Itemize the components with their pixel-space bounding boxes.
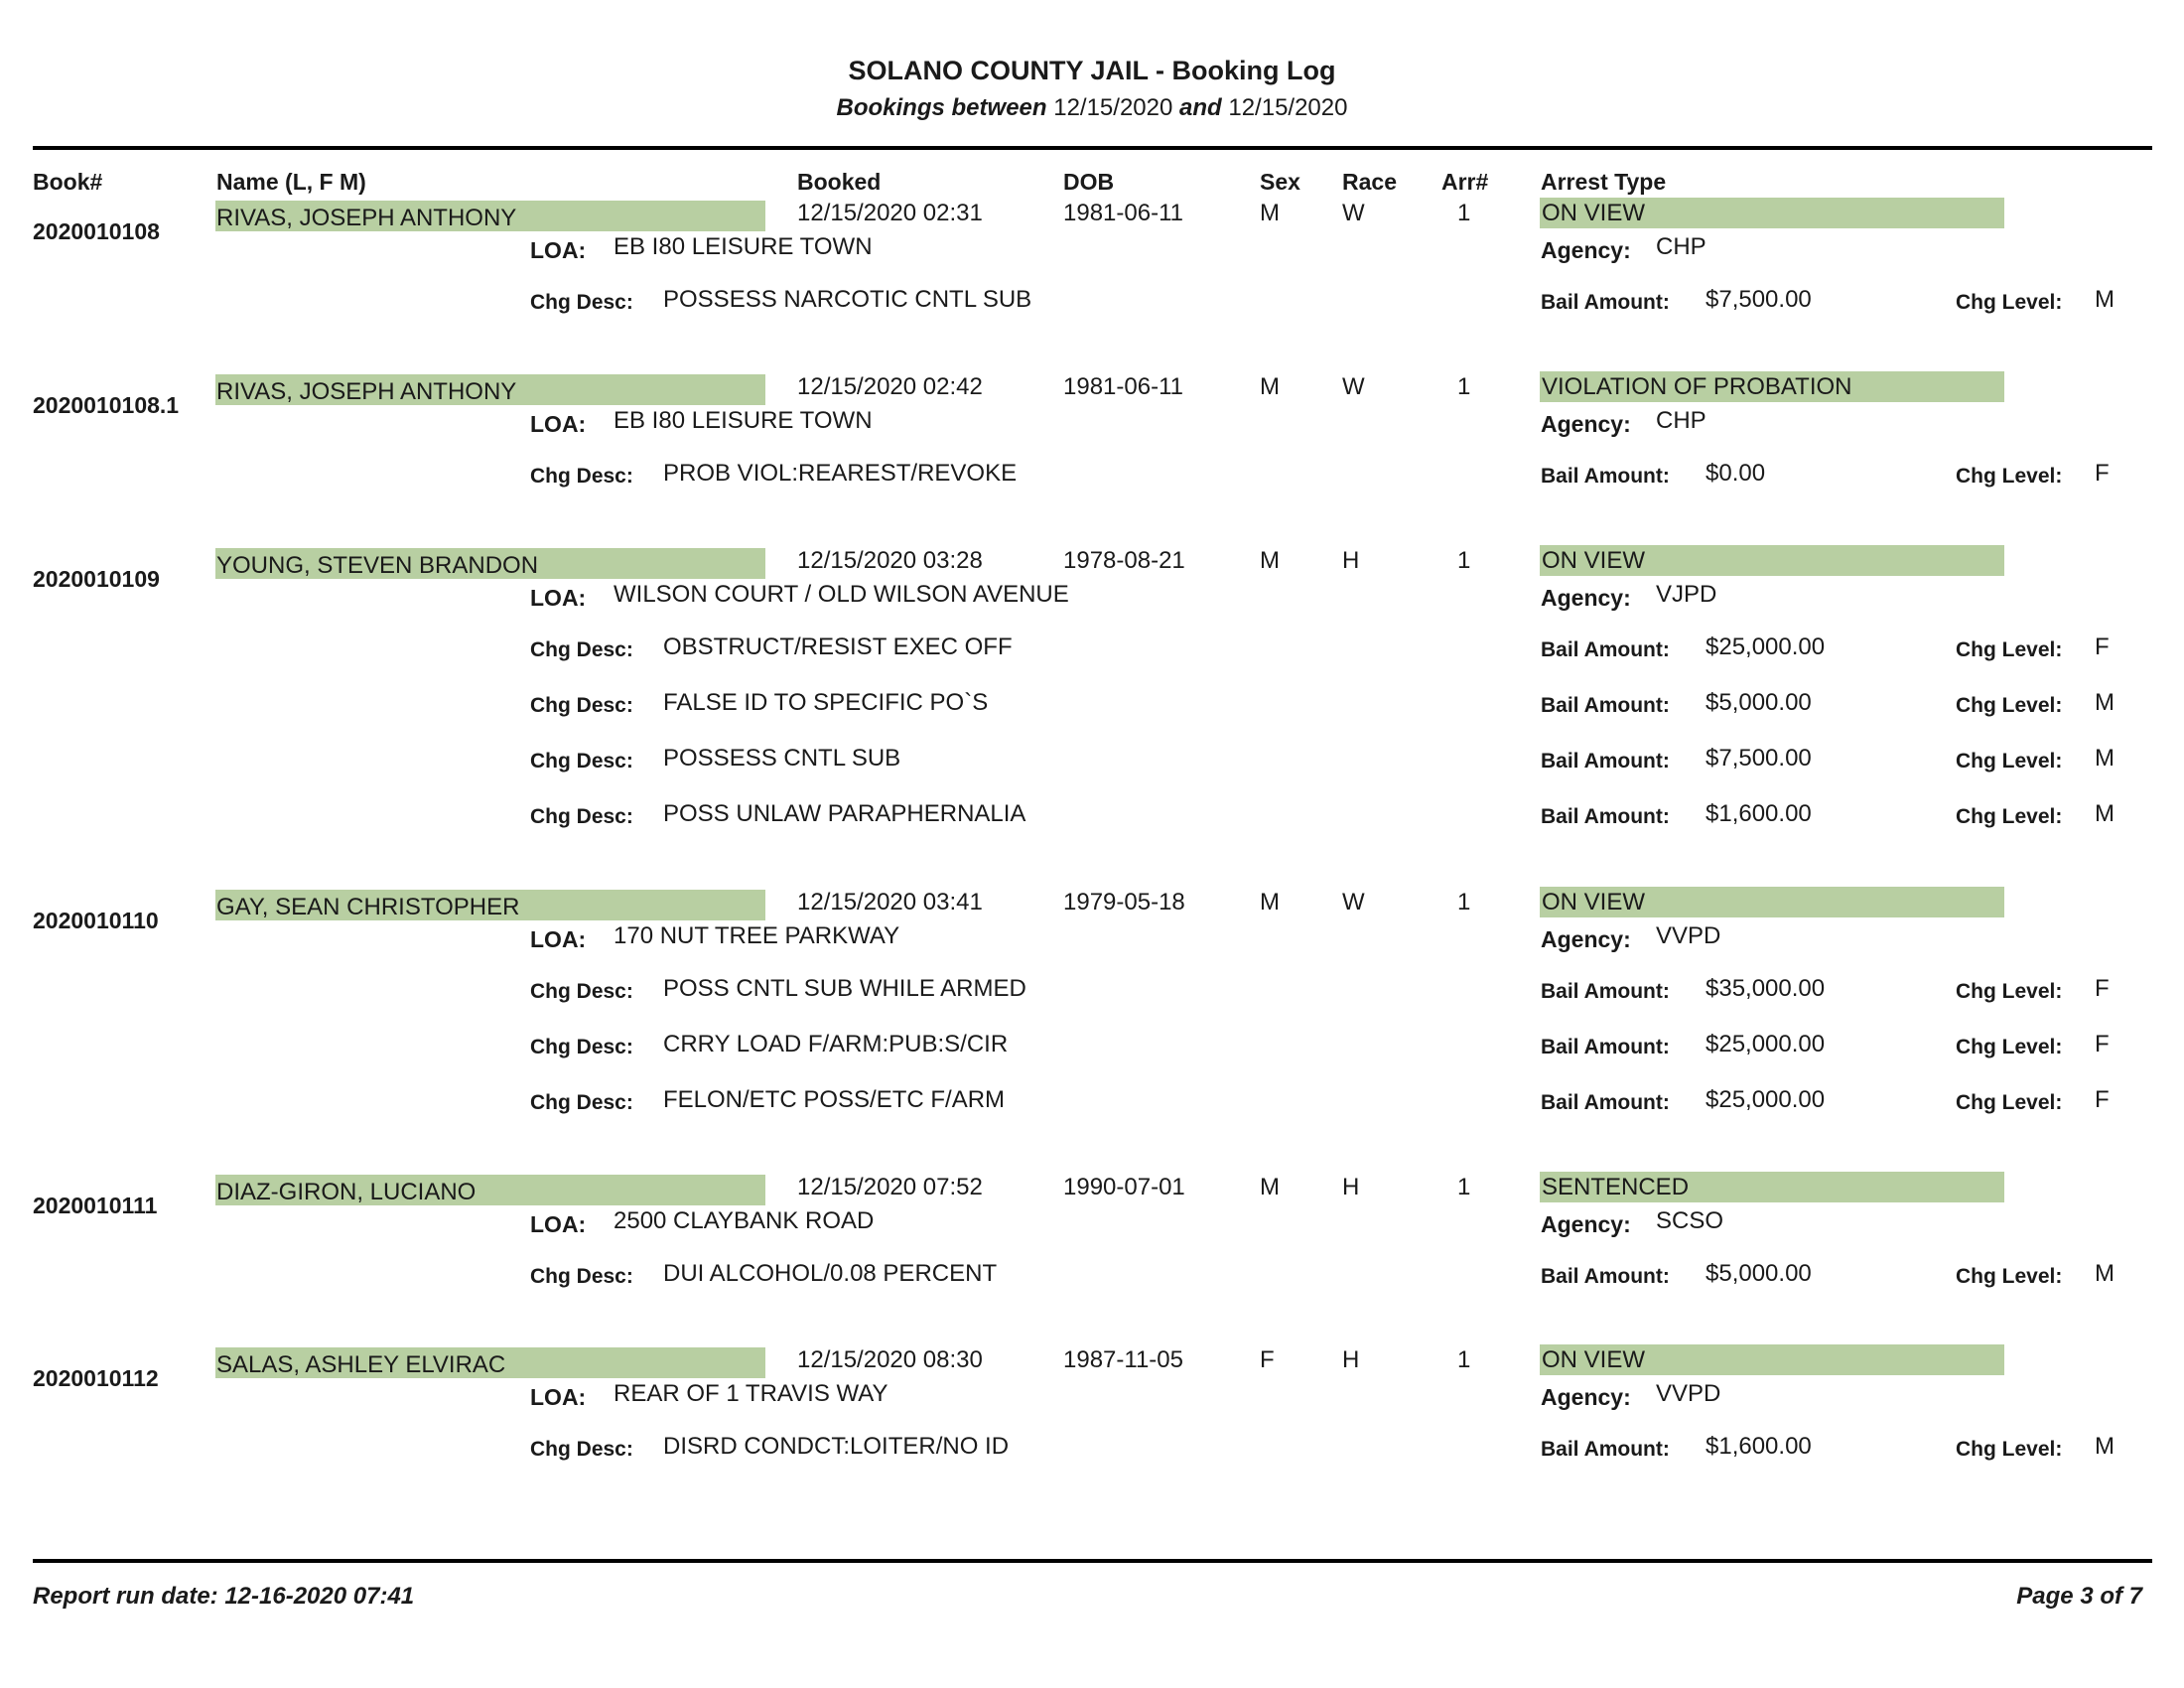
charge-row <box>0 1259 2184 1289</box>
report-run-date: Report run date: 12-16-2020 07:41 <box>33 1583 415 1610</box>
sex-value: M <box>1260 1174 1280 1200</box>
bail-amount: $5,000.00 <box>1706 689 1812 716</box>
charge-row <box>0 688 2184 718</box>
col-name: Name (L, F M) <box>216 169 366 195</box>
charge-level-label: Chg Level: <box>1956 1265 2063 1288</box>
charge-row <box>0 633 2184 662</box>
agency-label: Agency: <box>1541 1384 1631 1410</box>
booked-datetime: 12/15/2020 03:28 <box>797 547 983 574</box>
date-of-birth: 1987-11-05 <box>1063 1346 1183 1373</box>
charge-row <box>0 974 2184 1004</box>
date-of-birth: 1978-08-21 <box>1063 547 1185 574</box>
booked-datetime: 12/15/2020 03:41 <box>797 889 983 915</box>
sex-value: M <box>1260 889 1280 915</box>
charge-level-label: Chg Level: <box>1956 750 2063 773</box>
charge-level-label: Chg Level: <box>1956 465 2063 488</box>
charge-description: DISRD CONDCT:LOITER/NO ID <box>663 1433 1010 1460</box>
bail-amount: $25,000.00 <box>1706 1086 1826 1113</box>
charge-desc-label: Chg Desc: <box>530 750 633 773</box>
booked-datetime: 12/15/2020 08:30 <box>797 1346 983 1373</box>
arrest-number: 1 <box>1457 1174 1471 1200</box>
charge-level: M <box>2095 800 2115 827</box>
charge-level: M <box>2095 1260 2115 1287</box>
charge-desc-label: Chg Desc: <box>530 291 633 314</box>
location-of-arrest: REAR OF 1 TRAVIS WAY <box>614 1380 888 1407</box>
loa-label: LOA: <box>530 585 587 611</box>
page-number: Page 3 of 7 <box>2016 1583 2142 1610</box>
book-number: 2020010108.1 <box>33 392 180 418</box>
agency-value: VVPD <box>1656 922 1721 949</box>
charge-level-label: Chg Level: <box>1956 291 2063 314</box>
race-value: H <box>1342 1174 1360 1200</box>
subtitle-prefix: Bookings between <box>836 94 1047 121</box>
charge-description: POSSESS CNTL SUB <box>663 745 901 772</box>
sex-value: M <box>1260 547 1280 574</box>
charge-row <box>0 285 2184 315</box>
agency-label: Agency: <box>1541 237 1631 263</box>
bail-amount: $25,000.00 <box>1706 633 1826 660</box>
loa-label: LOA: <box>530 237 587 263</box>
charge-description: DUI ALCOHOL/0.08 PERCENT <box>663 1260 998 1287</box>
charge-description: FALSE ID TO SPECIFIC PO`S <box>663 689 989 716</box>
sex-value: M <box>1260 200 1280 226</box>
inmate-name: RIVAS, JOSEPH ANTHONY <box>216 378 517 405</box>
arrest-type: ON VIEW <box>1542 1346 1646 1373</box>
date-of-birth: 1979-05-18 <box>1063 889 1185 915</box>
charge-level-label: Chg Level: <box>1956 1091 2063 1114</box>
arrest-number: 1 <box>1457 889 1471 915</box>
location-of-arrest: 2500 CLAYBANK ROAD <box>614 1207 875 1234</box>
agency-value: CHP <box>1656 407 1706 434</box>
charge-level: F <box>2095 1086 2110 1113</box>
arrest-type: ON VIEW <box>1542 547 1646 574</box>
booked-datetime: 12/15/2020 02:42 <box>797 373 983 400</box>
charge-level-label: Chg Level: <box>1956 638 2063 661</box>
date-of-birth: 1990-07-01 <box>1063 1174 1185 1200</box>
date-of-birth: 1981-06-11 <box>1063 373 1183 400</box>
location-of-arrest: EB I80 LEISURE TOWN <box>614 407 873 434</box>
charge-level: F <box>2095 1031 2110 1057</box>
location-of-arrest: WILSON COURT / OLD WILSON AVENUE <box>614 581 1069 608</box>
col-booked: Booked <box>797 169 882 195</box>
arrest-number: 1 <box>1457 1346 1471 1373</box>
charge-description: POSSESS NARCOTIC CNTL SUB <box>663 286 1032 313</box>
location-of-arrest: 170 NUT TREE PARKWAY <box>614 922 900 949</box>
charge-desc-label: Chg Desc: <box>530 1036 633 1058</box>
bail-amount-label: Bail Amount: <box>1541 694 1670 717</box>
loa-label: LOA: <box>530 1211 587 1237</box>
charge-row <box>0 799 2184 829</box>
col-sex: Sex <box>1260 169 1300 195</box>
inmate-name: GAY, SEAN CHRISTOPHER <box>216 894 520 920</box>
charge-level-label: Chg Level: <box>1956 1438 2063 1461</box>
arrest-type: VIOLATION OF PROBATION <box>1542 373 1852 400</box>
col-race: Race <box>1342 169 1397 195</box>
col-arr: Arr# <box>1441 169 1489 195</box>
booked-datetime: 12/15/2020 02:31 <box>797 200 983 226</box>
charge-row <box>0 1432 2184 1462</box>
agency-label: Agency: <box>1541 1211 1631 1237</box>
loa-label: LOA: <box>530 411 587 437</box>
inmate-name: YOUNG, STEVEN BRANDON <box>216 552 539 579</box>
charge-desc-label: Chg Desc: <box>530 805 633 828</box>
arrest-number: 1 <box>1457 200 1471 226</box>
bail-amount-label: Bail Amount: <box>1541 291 1670 314</box>
charge-row <box>0 1030 2184 1059</box>
bail-amount-label: Bail Amount: <box>1541 1036 1670 1058</box>
charge-level: M <box>2095 689 2115 716</box>
race-value: H <box>1342 1346 1360 1373</box>
bail-amount-label: Bail Amount: <box>1541 465 1670 488</box>
report-subtitle <box>0 94 2184 122</box>
bail-amount-label: Bail Amount: <box>1541 638 1670 661</box>
arrest-number: 1 <box>1457 547 1471 574</box>
bail-amount-label: Bail Amount: <box>1541 1265 1670 1288</box>
charge-level-label: Chg Level: <box>1956 805 2063 828</box>
race-value: W <box>1342 373 1365 400</box>
charge-row <box>0 459 2184 489</box>
charge-level-label: Chg Level: <box>1956 980 2063 1003</box>
sex-value: M <box>1260 373 1280 400</box>
charge-description: FELON/ETC POSS/ETC F/ARM <box>663 1086 1006 1113</box>
book-number: 2020010111 <box>33 1193 158 1218</box>
book-number: 2020010112 <box>33 1365 159 1391</box>
race-value: W <box>1342 200 1365 226</box>
race-value: H <box>1342 547 1360 574</box>
bail-amount: $7,500.00 <box>1706 286 1812 313</box>
charge-level: M <box>2095 1433 2115 1460</box>
arrest-number: 1 <box>1457 373 1471 400</box>
bail-amount: $1,600.00 <box>1706 800 1812 827</box>
charge-desc-label: Chg Desc: <box>530 980 633 1003</box>
col-arrest-type: Arrest Type <box>1541 169 1667 195</box>
charge-description: POSS CNTL SUB WHILE ARMED <box>663 975 1026 1002</box>
bail-amount: $7,500.00 <box>1706 745 1812 772</box>
book-number: 2020010110 <box>33 908 159 933</box>
arrest-type: ON VIEW <box>1542 200 1646 226</box>
bail-amount-label: Bail Amount: <box>1541 1091 1670 1114</box>
charge-level: F <box>2095 975 2110 1002</box>
bail-amount-label: Bail Amount: <box>1541 980 1670 1003</box>
col-dob: DOB <box>1063 169 1115 195</box>
book-number: 2020010108 <box>33 218 160 244</box>
charge-description: POSS UNLAW PARAPHERNALIA <box>663 800 1026 827</box>
date-of-birth: 1981-06-11 <box>1063 200 1183 226</box>
bail-amount: $5,000.00 <box>1706 1260 1812 1287</box>
charge-level-label: Chg Level: <box>1956 694 2063 717</box>
bail-amount: $1,600.00 <box>1706 1433 1812 1460</box>
charge-description: PROB VIOL:REAREST/REVOKE <box>663 460 1018 487</box>
footer-rule <box>33 1559 2152 1563</box>
charge-description: CRRY LOAD F/ARM:PUB:S/CIR <box>663 1031 1009 1057</box>
bail-amount: $35,000.00 <box>1706 975 1826 1002</box>
agency-value: VJPD <box>1656 581 1717 608</box>
charge-level-label: Chg Level: <box>1956 1036 2063 1058</box>
charge-level: F <box>2095 460 2110 487</box>
report-title: SOLANO COUNTY JAIL - Booking Log <box>848 56 1336 85</box>
subtitle-and: and <box>1179 94 1222 121</box>
inmate-name: RIVAS, JOSEPH ANTHONY <box>216 205 517 231</box>
race-value: W <box>1342 889 1365 915</box>
booked-datetime: 12/15/2020 07:52 <box>797 1174 983 1200</box>
bail-amount: $25,000.00 <box>1706 1031 1826 1057</box>
bail-amount-label: Bail Amount: <box>1541 750 1670 773</box>
bail-amount: $0.00 <box>1706 460 1766 487</box>
loa-label: LOA: <box>530 926 587 952</box>
sex-value: F <box>1260 1346 1275 1373</box>
date-from: 12/15/2020 <box>1053 94 1173 121</box>
inmate-name: DIAZ-GIRON, LUCIANO <box>216 1179 477 1205</box>
agency-label: Agency: <box>1541 926 1631 952</box>
agency-value: SCSO <box>1656 1207 1724 1234</box>
book-number: 2020010109 <box>33 566 160 592</box>
agency-label: Agency: <box>1541 411 1631 437</box>
agency-label: Agency: <box>1541 585 1631 611</box>
charge-desc-label: Chg Desc: <box>530 465 633 488</box>
charge-description: OBSTRUCT/RESIST EXEC OFF <box>663 633 1013 660</box>
header-rule <box>33 146 2152 150</box>
charge-level: M <box>2095 286 2115 313</box>
charge-level: F <box>2095 633 2110 660</box>
charge-desc-label: Chg Desc: <box>530 1438 633 1461</box>
charge-row <box>0 744 2184 774</box>
bail-amount-label: Bail Amount: <box>1541 805 1670 828</box>
agency-value: VVPD <box>1656 1380 1721 1407</box>
charge-desc-label: Chg Desc: <box>530 1091 633 1114</box>
arrest-type: SENTENCED <box>1542 1174 1690 1200</box>
bail-amount-label: Bail Amount: <box>1541 1438 1670 1461</box>
location-of-arrest: EB I80 LEISURE TOWN <box>614 233 873 260</box>
charge-desc-label: Chg Desc: <box>530 1265 633 1288</box>
loa-label: LOA: <box>530 1384 587 1410</box>
charge-desc-label: Chg Desc: <box>530 694 633 717</box>
inmate-name: SALAS, ASHLEY ELVIRAC <box>216 1351 506 1378</box>
charge-desc-label: Chg Desc: <box>530 638 633 661</box>
col-book: Book# <box>33 169 103 195</box>
date-to: 12/15/2020 <box>1228 94 1348 121</box>
charge-level: M <box>2095 745 2115 772</box>
charge-row <box>0 1085 2184 1115</box>
agency-value: CHP <box>1656 233 1706 260</box>
arrest-type: ON VIEW <box>1542 889 1646 915</box>
